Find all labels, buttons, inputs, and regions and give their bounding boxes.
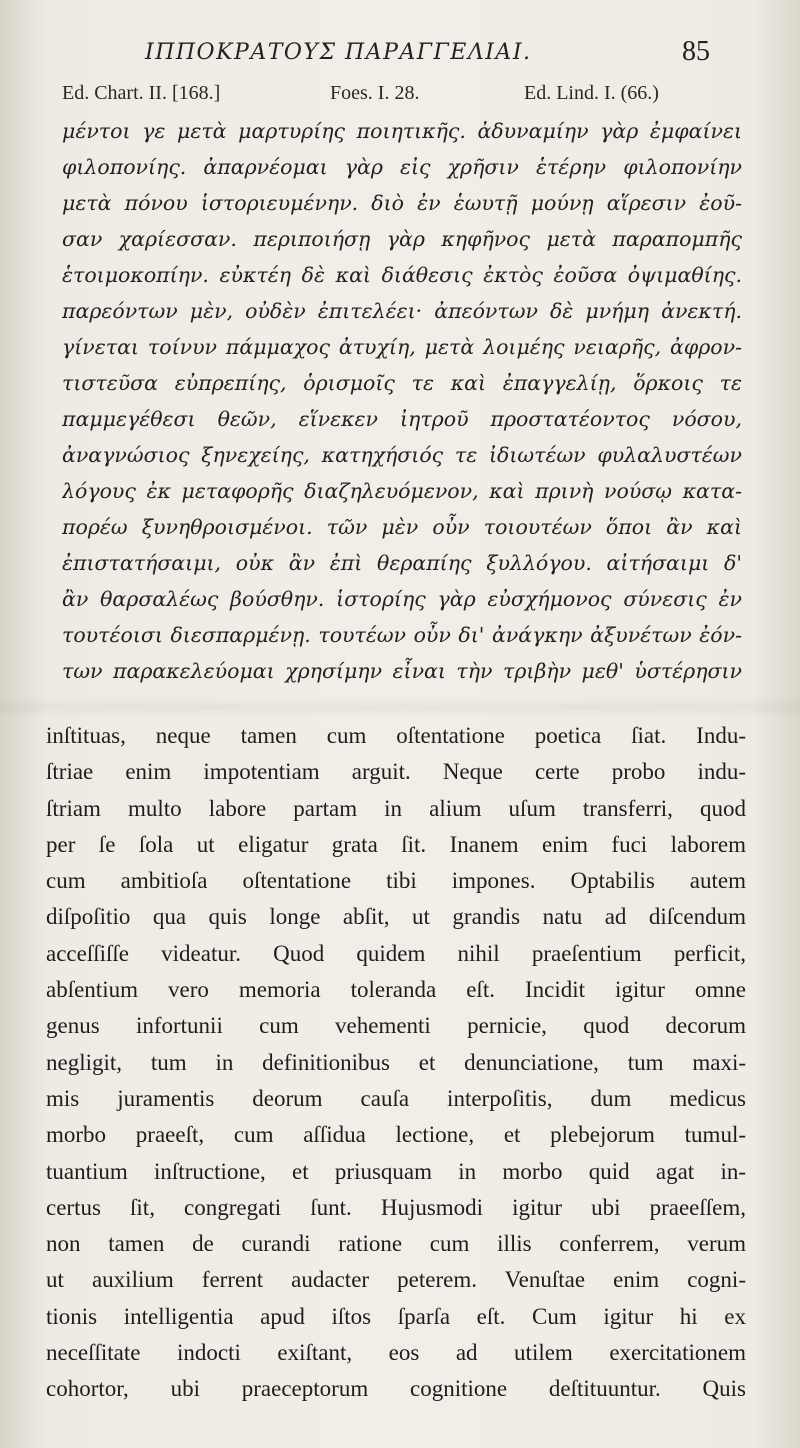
latin-text-line: tionis intelligentia apud iſtos ſparſa eſt. Cum igitur hi ex — [46, 1303, 746, 1329]
greek-text-line: παμμεγέθεσι θεῶν, εἵνεκεν ἰητροῦ προστατέοντος νόσου, — [62, 407, 742, 431]
latin-text-line: per ſe ſola ut eligatur grata ſit. Inanem enim fuci laborem — [46, 831, 746, 857]
greek-text-line: γίνεται τοίνυν πάμμαχος ἀτυχίη, μετὰ λοιμέης νειαρῆς, ἀφρον- — [62, 335, 742, 359]
greek-text-line: τουτέοισι διεσπαρμένῃ. τουτέων οὖν δι' ἀνάγκην ἀξυνέτων ἐόν- — [62, 623, 742, 647]
latin-text-block — [46, 718, 746, 1408]
edition-ref-foes: Foes. I. 28. — [330, 82, 420, 104]
latin-text-line: cohortor, ubi praeceptorum cognitione deſtituuntur. Quis — [46, 1376, 746, 1402]
latin-text-line: inſtituas, neque tamen cum oſtentatione poetica ſiat. Indu- — [46, 723, 746, 748]
latin-text-line: tuantium inſtructione, et priusquam in morbo quid agat in- — [46, 1158, 746, 1184]
latin-text-line: abſentium vero memoria toleranda eſt. Incidit igitur omne — [46, 977, 746, 1003]
greek-text-line: πορέω ξυνηθροισμένοι. τῶν μὲν οὖν τοιουτέων ὅποι ἂν καὶ — [62, 515, 742, 539]
edition-ref-lind: Ed. Lind. I. (66.) — [524, 82, 659, 104]
greek-text-line: μέντοι γε μετὰ μαρτυρίης ποιητικῆς. ἀδυναμίην γὰρ ἐμφαίνει — [62, 119, 742, 143]
show-through-text — [0, 696, 800, 718]
latin-text-line: cum ambitioſa oſtentatione tibi impones. Optabilis autem — [46, 868, 746, 894]
page-number: 85 — [682, 36, 710, 67]
latin-text-line: genus infortunii cum vehementi pernicie, quod decorum — [46, 1013, 746, 1039]
latin-text-line: non tamen de curandi ratione cum illis conferrem, verum — [46, 1231, 746, 1257]
greek-text-line: λόγους ἐκ μεταφορῆς διαζηλευόμενον, καὶ πρινὴ νούσῳ κατα- — [62, 479, 742, 503]
greek-text-line: ἀναγνώσιος ξηνεχείης, κατηχήσιός τε ἰδιωτέων φυλαλυστέων — [62, 443, 742, 467]
latin-text-line: morbo praeeſt, cum aſſidua lectione, et plebejorum tumul- — [46, 1122, 746, 1148]
greek-text-line: σαν χαρίεσσαν. περιποιήσῃ γὰρ κηφῆνος μετὰ παραπομπῆς — [62, 227, 742, 251]
greek-text-line: παρεόντων μὲν, οὐδὲν ἐπιτελέει· ἀπεόντων δὲ μνήμη ἀνεκτή. — [62, 299, 742, 323]
latin-text-line: mis juramentis deorum cauſa interpoſitis, dum medicus — [46, 1085, 746, 1111]
latin-text-line: acceſſiſſe videatur. Quod quidem nihil praeſentium perficit, — [46, 940, 746, 966]
greek-text-line: ἂν θαρσαλέως βούσθην. ἱστορίης γὰρ εὐσχήμονος σύνεσις ἐν — [62, 587, 742, 611]
latin-text-line: certus ſit, congregati ſunt. Hujusmodi igitur ubi praeeſſem, — [46, 1194, 746, 1220]
greek-text-line: ἑτοιμοκοπίην. εὐκτέη δὲ καὶ διάθεσις ἐκτὸς ἐοῦσα ὀψιμαθίης. — [62, 263, 742, 287]
greek-text-line: ἐπιστατήσαιμι, οὐκ ἂν ἐπὶ θεραπίης ξυλλόγου. αἰτήσαιμι δ' — [62, 551, 742, 575]
latin-text-line: negligit, tum in definitionibus et denunciatione, tum maxi- — [46, 1049, 746, 1075]
latin-text-line: ſtriae enim impotentiam arguit. Neque certe probo indu- — [46, 759, 746, 785]
running-title: ΙΠΠΟΚΡΑΤΟΥΣ ΠΑΡΑΓΓΕΛΙΑΙ. — [145, 40, 532, 65]
greek-text-line: των παρακελεύομαι χρησίμην εἶναι τὴν τριβὴν μεθ' ὑστέρησιν — [62, 659, 742, 683]
latin-text-line: diſpoſitio qua quis longe abſit, ut grandis natu ad diſcendum — [46, 904, 746, 930]
latin-text-line: neceſſitate indocti exiſtant, eos ad utilem exercitationem — [46, 1340, 746, 1366]
latin-text-line: ſtriam multo labore partam in alium uſum transferri, quod — [46, 795, 746, 821]
latin-text-line: ut auxilium ferrent audacter peterem. Venuſtae enim cogni- — [46, 1267, 746, 1293]
greek-text-line: φιλοπονίης. ἀπαρνέομαι γὰρ εἰς χρῆσιν ἑτέρην φιλοπονίην — [62, 155, 742, 179]
greek-text-block — [62, 113, 742, 689]
page-header — [0, 36, 800, 80]
edition-references — [62, 82, 736, 112]
greek-text-line: τιστεῦσα εὐπρεπίης, ὁρισμοῖς τε καὶ ἐπαγγελίῃ, ὅρκοις τε — [62, 371, 742, 395]
greek-text-line: μετὰ πόνου ἱστοριευμένην. διὸ ἐν ἑωυτῇ μούνῃ αἵρεσιν ἐοῦ- — [62, 191, 742, 215]
edition-ref-chart: Ed. Chart. II. [168.] — [62, 82, 221, 104]
